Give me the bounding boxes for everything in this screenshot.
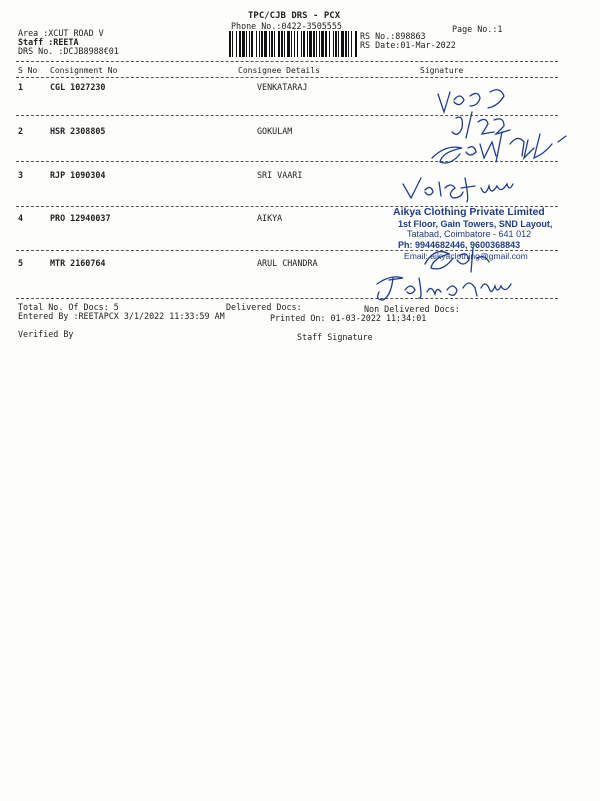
- entered-by: Entered By :REETAPCX 3/1/2022 11:33:59 AM: [18, 311, 225, 321]
- signature-mark: [420, 82, 580, 172]
- signature-mark: [375, 270, 525, 306]
- row-consignee: VENKATARAJ: [257, 82, 308, 92]
- row-consignee: ARUL CHANDRA: [257, 258, 318, 268]
- staff-label: Staff :REETA: [18, 37, 79, 47]
- row-consignment: MTR 2160764: [50, 258, 106, 268]
- verified-by: Verified By: [18, 329, 74, 339]
- row-sno: 3: [18, 170, 24, 180]
- row-sno: 2: [18, 126, 24, 136]
- column-header-consignee: Consignee Details: [238, 66, 320, 75]
- divider: [16, 77, 558, 78]
- row-consignment: RJP 1090304: [50, 170, 106, 180]
- stamp-address-line: Tatabad, Coimbatore - 641 012: [407, 229, 532, 239]
- stamp-phone: Ph: 9944682446, 9600368843: [398, 240, 521, 250]
- column-header-sno: S No: [18, 66, 38, 75]
- stamp-company-name: Aikya Clothing Private Limited: [393, 206, 545, 218]
- phone-number: Phone No.:0422-3505555: [231, 21, 342, 31]
- divider: [16, 61, 558, 62]
- non-delivered-docs: Non Delivered Docs:: [364, 304, 460, 314]
- row-sno: 5: [18, 258, 24, 268]
- row-consignment: HSR 2308805: [50, 126, 106, 136]
- column-header-consignment: Consignment No: [50, 66, 118, 75]
- row-consignment: PRO 12940037: [50, 213, 111, 223]
- barcode: [229, 31, 357, 57]
- row-sno: 4: [18, 213, 24, 223]
- row-consignee: AIKYA: [257, 213, 283, 223]
- row-consignee: SRI VAARI: [257, 170, 303, 180]
- row-consignee: GOKULAM: [257, 126, 293, 136]
- staff-signature-label: Staff Signature: [297, 332, 373, 342]
- rs-date: RS Date:01-Mar-2022: [360, 40, 456, 50]
- signature-mark: [395, 170, 525, 210]
- drs-number: DRS No. :DCJB8988€01: [18, 46, 119, 56]
- delivered-docs: Delivered Docs:: [226, 302, 302, 312]
- row-consignment: CGL 1027230: [50, 82, 106, 92]
- total-docs: Total No. Of Docs: 5: [18, 302, 119, 312]
- stamp-address-line: 1st Floor, Gain Towers, SND Layout,: [398, 219, 553, 229]
- column-header-signature: Signature: [420, 66, 464, 75]
- stamp-email: Email: aikyaclothing@gmail.com: [404, 251, 528, 261]
- document-title: TPC/CJB DRS - PCX: [248, 11, 341, 21]
- row-sno: 1: [18, 82, 24, 92]
- rs-number: RS No.:898863: [360, 31, 426, 41]
- printed-on: Printed On: 01-03-2022 11:34:01: [270, 313, 427, 323]
- area-label: Area :XCUT ROAD V: [18, 28, 104, 38]
- page-number: Page No.:1: [452, 24, 503, 34]
